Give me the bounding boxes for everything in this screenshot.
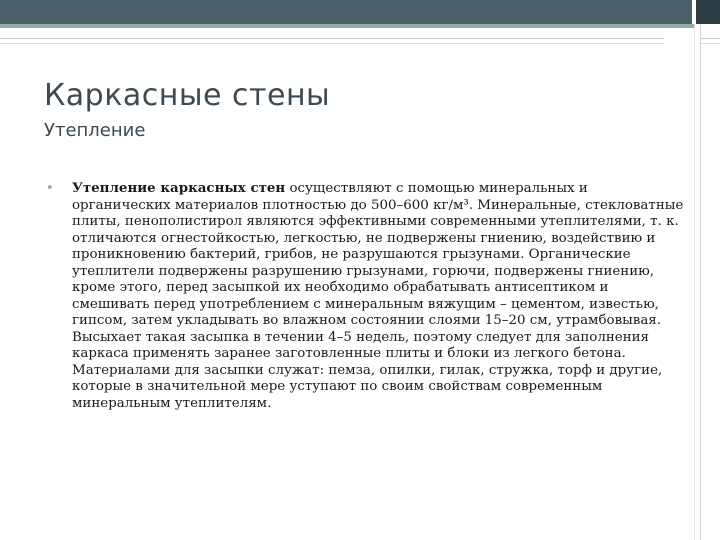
rule-line: [0, 43, 664, 44]
accent-line: [0, 24, 694, 28]
bullet-text: [72, 180, 684, 412]
rule-line: [700, 43, 720, 44]
slide-title: Каркасные стены: [44, 78, 331, 113]
bullet-icon: •: [46, 181, 54, 196]
rule-line: [0, 38, 664, 39]
header-band: [0, 0, 720, 24]
vertical-rule: [700, 24, 701, 540]
bullet-bold-lead: Утепление каркасных стен: [72, 180, 286, 196]
vertical-rule: [694, 24, 695, 540]
slide-subtitle: Утепление: [44, 120, 146, 141]
bullet-item: [46, 180, 684, 412]
bullet-body: осуществляют с помощью минеральных и органических материалов плотностью до 500–600 кг/м³. Минеральные, стекловатные плиты, пенополистирол являются эффективными современными утеплителями, т. к. отличаются огнестойкостью, легкостью, не подвержены гниению, воздействию и проникновению бактерий, грибов, не разрушаются грызунами. Органические утеплители подвержены разрушению грызунами, горючи, подвержены гниению, кроме этого, перед засыпкой их необходимо обрабатывать антисептиком и смешивать перед употреблением с минеральным вяжущим – цементом, известью, гипсом, затем укладывать во влажном состоянии слоями 15–20 см, утрамбовывая. Высыхает такая засыпка в течении 4–5 недель, поэтому следует для заполнения каркаса применять заранее заготовленные плиты и блоки из легкого бетона. Материалами для засыпки служат: пемза, опилки, гилак, стружка, торф и другие, которые в значительной мере уступают по своим свойствам современным минеральным утеплителям.: [72, 181, 684, 411]
rule-line: [700, 38, 720, 39]
header-band-corner: [696, 0, 720, 24]
